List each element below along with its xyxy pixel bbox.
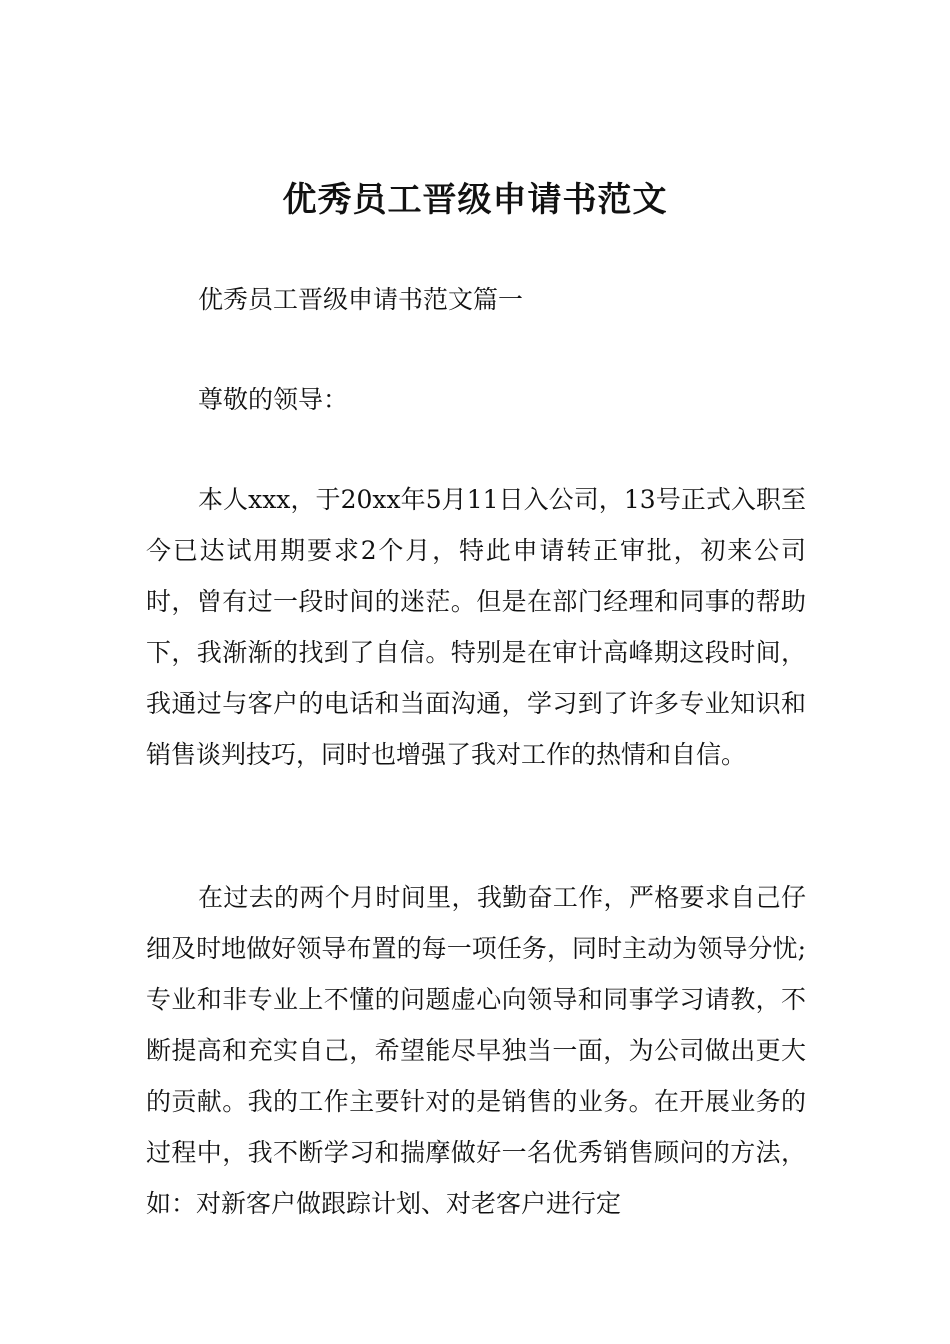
body-paragraph-1: 本人xxx，于20xx年5月11日入公司，13号正式入职至今已达试用期要求2个月，特此申请转正审批，初来公司时，曾有过一段时间的迷茫。但是在部门经理和同事的帮助下，我渐渐的找到了自信。特别是在审计高峰期这段时间，我通过与客户的电话和当面沟通，学习到了许多专业知识和销售谈判技巧，同时也增强了我对工作的热情和自信。: [146, 485, 806, 769]
body-paragraph-2: 在过去的两个月时间里，我勤奋工作，严格要求自己仔细及时地做好领导布置的每一项任务，同时主动为领导分忧;专业和非专业上不懂的问题虚心向领导和同事学习请教，不断提高和充实自己，希望能尽早独当一面，为公司做出更大的贡献。我的工作主要针对的是销售的业务。在开展业务的过程中，我不断学习和揣摩做好一名优秀销售顾问的方法，如：对新客户做跟踪计划、对老客户进行定: [146, 883, 806, 1218]
salutation: 尊敬的领导：: [198, 385, 349, 414]
document-title: 优秀员工晋级申请书范文: [282, 180, 668, 220]
section-heading: 优秀员工晋级申请书范文篇一: [198, 285, 524, 314]
